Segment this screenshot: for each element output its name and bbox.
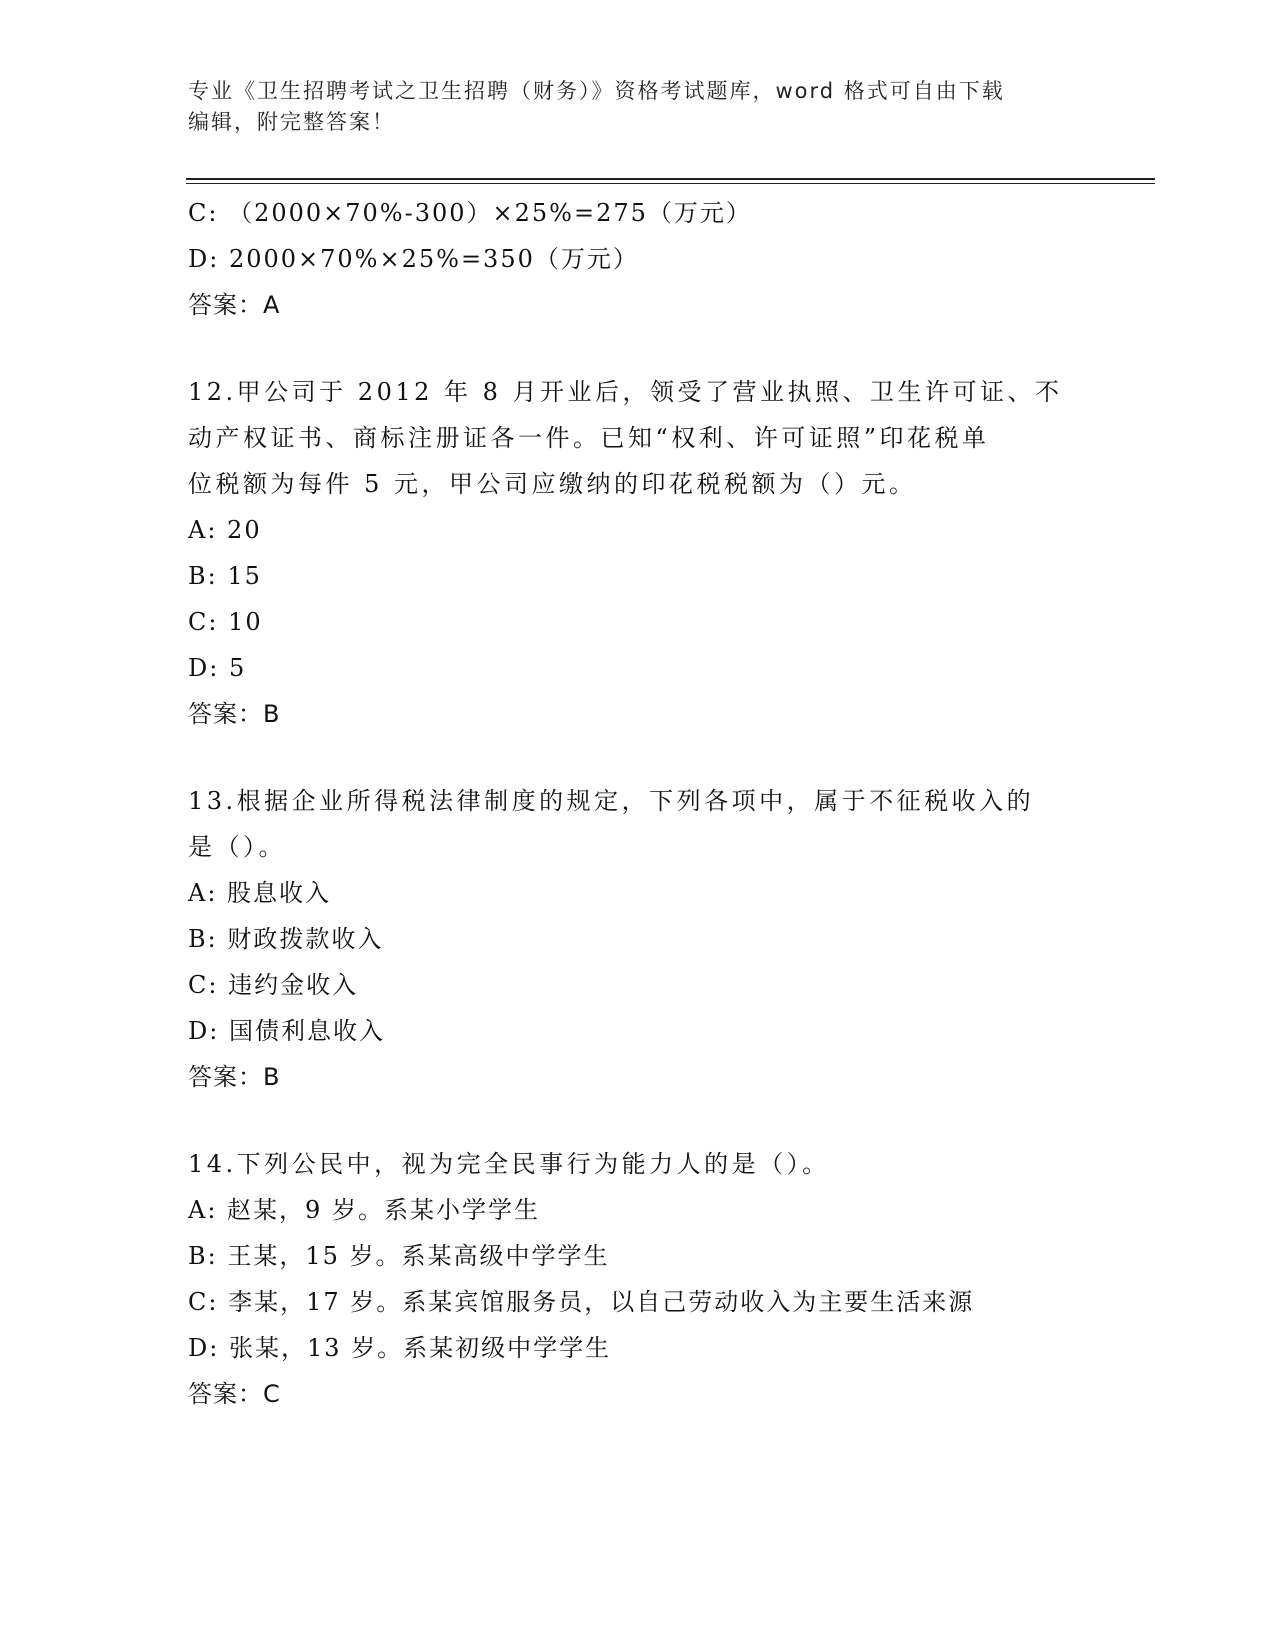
option-c: C: 10 <box>188 608 263 636</box>
previous-question-tail <box>188 190 1108 328</box>
option-c: C: （2000×70%-300）×25%=275（万元） <box>188 199 752 227</box>
question-12 <box>188 369 1108 737</box>
question-stem: 12.甲公司于 2012 年 8 月开业后，领受了营业执照、卫生许可证、不 <box>188 378 1063 406</box>
option-d: D: 国债利息收入 <box>188 1017 385 1045</box>
answer-line: 答案：C <box>188 1380 281 1408</box>
question-stem: 动产权证书、商标注册证各一件。已知“权利、许可证照”印花税单 <box>188 424 990 452</box>
answer-line: 答案：B <box>188 1063 281 1091</box>
option-a: A: 赵某，9 岁。系某小学学生 <box>188 1196 540 1224</box>
option-b: B: 王某，15 岁。系某高级中学学生 <box>188 1242 610 1270</box>
option-d: D: 5 <box>188 654 247 682</box>
document-body <box>188 190 1108 1417</box>
header-line-1: 专业《卫生招聘考试之卫生招聘（财务）》资格考试题库，word 格式可自由下载 <box>188 79 1005 103</box>
option-c: C: 违约金收入 <box>188 971 359 999</box>
option-d: D: 2000×70%×25%=350（万元） <box>188 245 639 273</box>
question-13 <box>188 778 1108 1100</box>
question-stem: 位税额为每件 5 元，甲公司应缴纳的印花税税额为（）元。 <box>188 470 917 498</box>
question-stem: 是（）。 <box>188 833 286 861</box>
question-stem: 13.根据企业所得税法律制度的规定，下列各项中，属于不征税收入的 <box>188 787 1035 815</box>
option-b: B: 财政拨款收入 <box>188 925 384 953</box>
answer-line: 答案：B <box>188 700 281 728</box>
option-c: C: 李某，17 岁。系某宾馆服务员，以自己劳动收入为主要生活来源 <box>188 1288 975 1316</box>
question-stem: 14.下列公民中，视为完全民事行为能力人的是（）。 <box>188 1150 830 1178</box>
option-a: A: 股息收入 <box>188 879 332 907</box>
option-b: B: 15 <box>188 562 262 590</box>
option-d: D: 张某，13 岁。系某初级中学学生 <box>188 1334 612 1362</box>
question-14 <box>188 1141 1108 1417</box>
document-header <box>188 76 1088 138</box>
header-rule-thin <box>186 183 1155 184</box>
header-rule-thick <box>186 178 1155 180</box>
answer-line: 答案：A <box>188 291 281 319</box>
option-a: A: 20 <box>188 516 262 544</box>
header-line-2: 编辑，附完整答案！ <box>188 110 395 134</box>
